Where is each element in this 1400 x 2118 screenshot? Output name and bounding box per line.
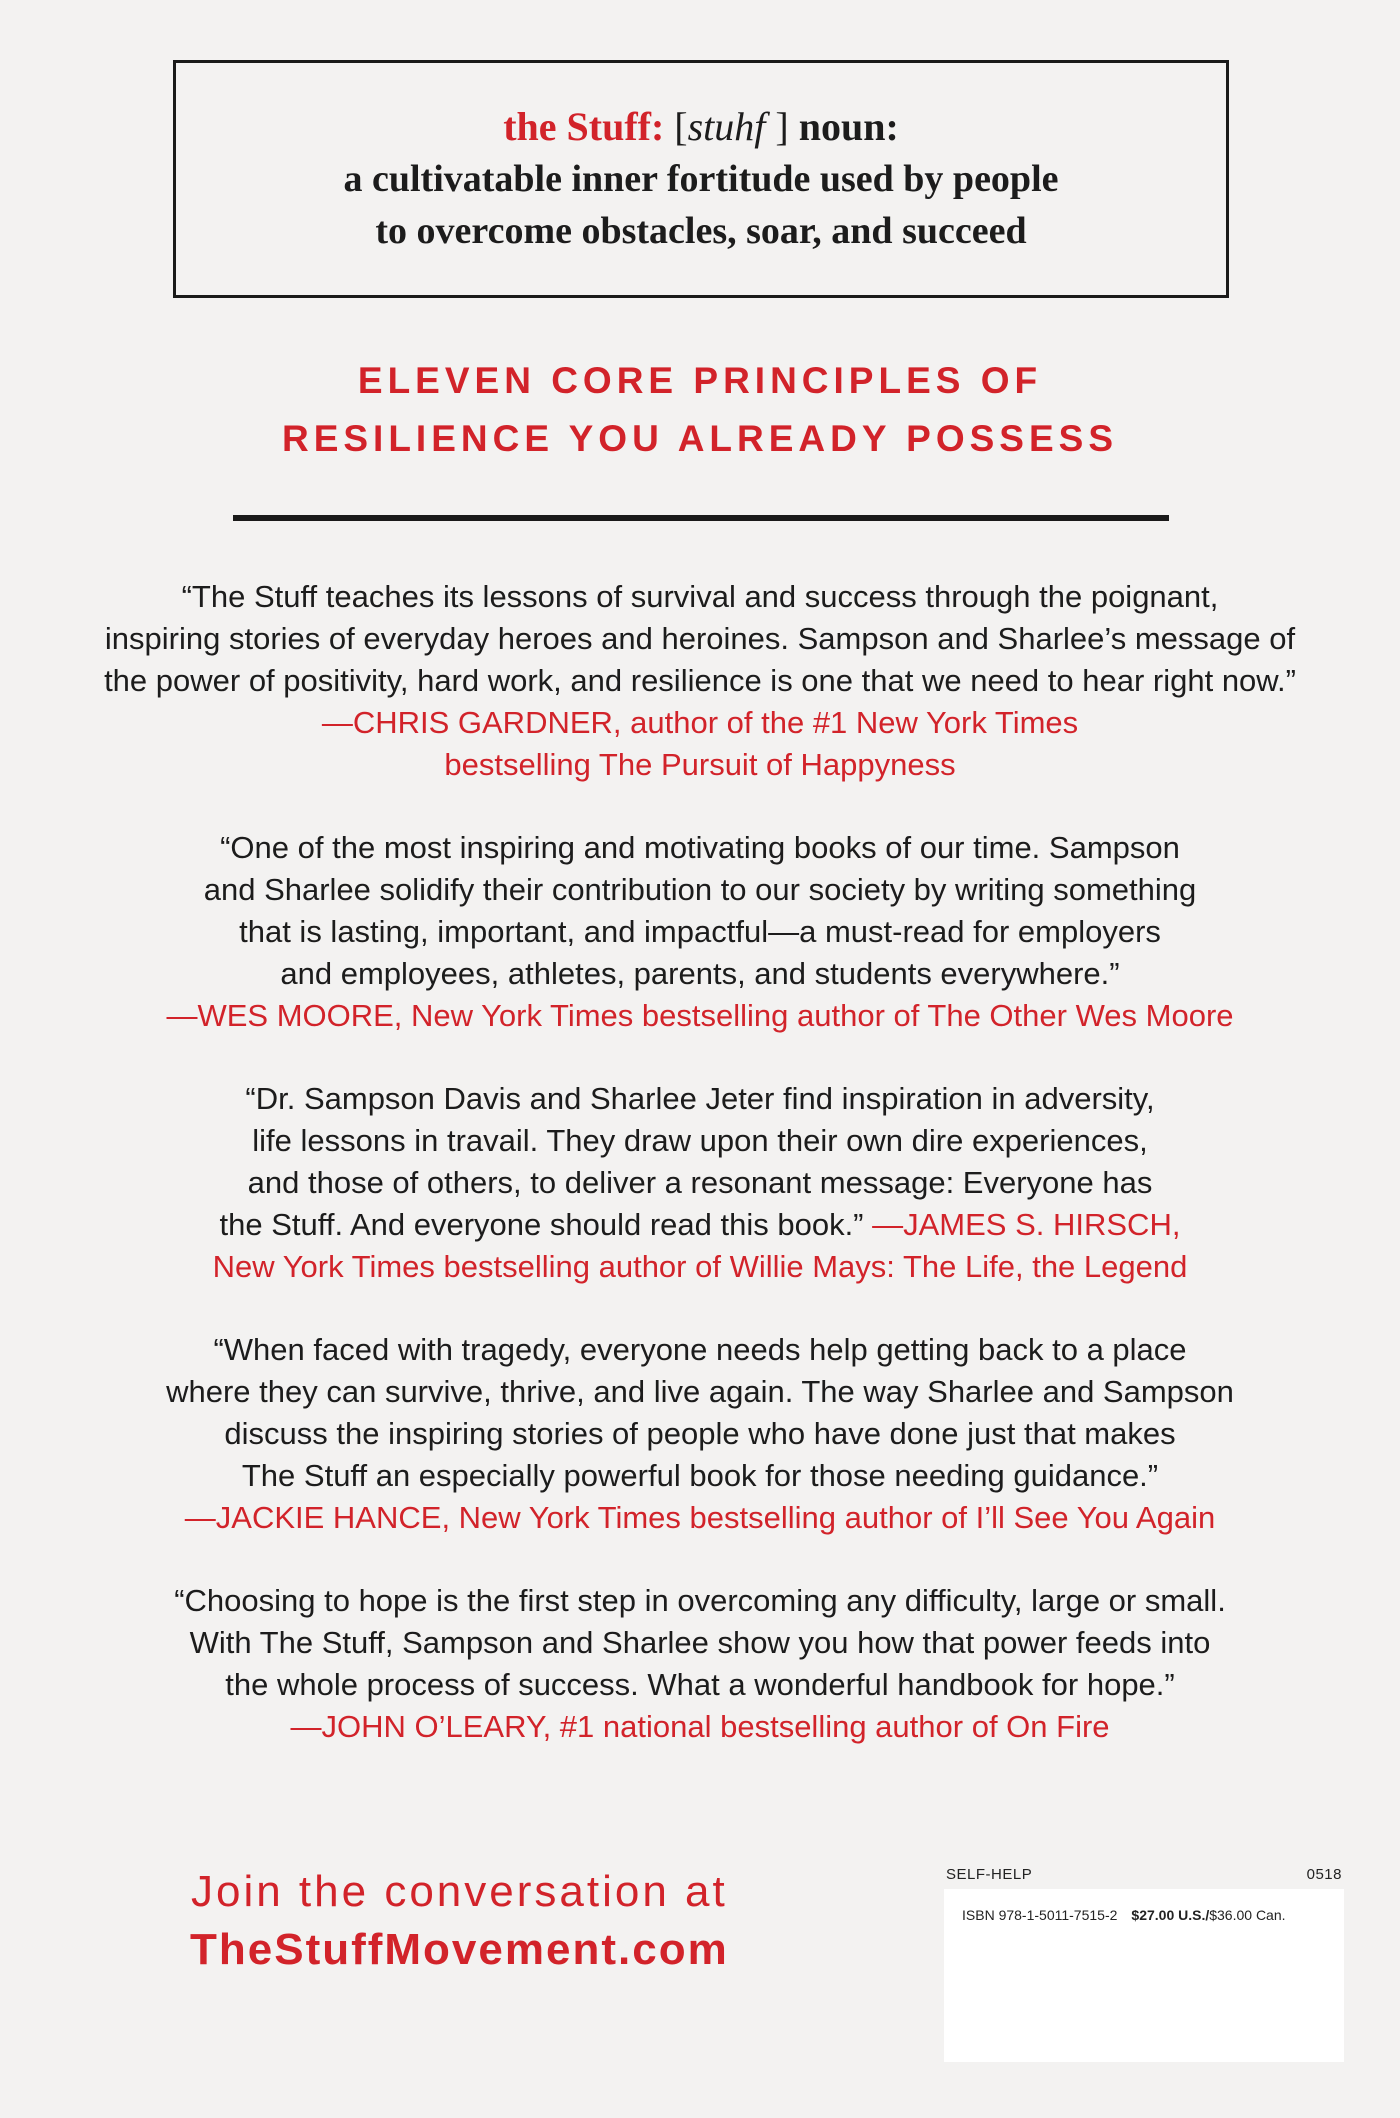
definition-line-2: a cultivatable inner fortitude used by people xyxy=(343,158,1059,200)
blurb-attribution: —JACKIE HANCE, New York Times bestselling author of I’ll See You Again xyxy=(184,1500,1216,1535)
blurb-line: “One of the most inspiring and motivating books of our time. Sampson xyxy=(220,830,1180,865)
barcode-area xyxy=(944,1862,1344,2062)
subtitle-line-1: ELEVEN CORE PRINCIPLES OF xyxy=(357,360,1043,401)
blurb-line: “Choosing to hope is the first step in overcoming any difficulty, large or small. xyxy=(174,1583,1226,1618)
blurb-moore xyxy=(50,827,1350,1037)
blurb-line: life lessons in travail. They draw upon their own dire experiences, xyxy=(252,1123,1148,1158)
blurb-line: With The Stuff, Sampson and Sharlee show you how that power feeds into xyxy=(189,1625,1211,1660)
blurb-line: “The Stuff teaches its lessons of survival and success through the poignant, xyxy=(181,579,1219,614)
definition-line-3: to overcome obstacles, soar, and succeed xyxy=(375,210,1027,252)
blurb-line: “Dr. Sampson Davis and Sharlee Jeter find inspiration in adversity, xyxy=(245,1081,1155,1116)
price-can: $36.00 Can. xyxy=(1209,1907,1286,1923)
blurb-line: The Stuff an especially powerful book for those needing guidance.” xyxy=(241,1458,1159,1493)
blurb-line: and Sharlee solidify their contribution to our society by writing something xyxy=(203,872,1197,907)
join-conversation xyxy=(190,1863,729,1979)
price-us: $27.00 U.S./ xyxy=(1131,1907,1210,1923)
join-text: Join the conversation at xyxy=(190,1867,728,1916)
blurb-attribution: New York Times bestselling author of Willie Mays: The Life, the Legend xyxy=(212,1249,1188,1284)
print-code: 0518 xyxy=(1306,1866,1342,1883)
subtitle xyxy=(0,352,1400,468)
blurb-line: the power of positivity, hard work, and resilience is one that we need to hear right now.” xyxy=(104,663,1296,698)
blurb-hirsch xyxy=(50,1078,1350,1288)
barcode-box xyxy=(944,1889,1344,2062)
blurb-line: and employees, athletes, parents, and students everywhere.” xyxy=(280,956,1120,991)
blurb-line: the Stuff. And everyone should read this book.” —JAMES S. HIRSCH, xyxy=(219,1207,1181,1242)
blurb-attribution: —JOHN O’LEARY, #1 national bestselling author of On Fire xyxy=(290,1709,1110,1744)
blurb-gardner xyxy=(50,576,1350,786)
definition-headword xyxy=(176,101,1226,153)
divider-rule xyxy=(233,515,1169,521)
blurb-hance xyxy=(50,1329,1350,1539)
blurb-line: “When faced with tragedy, everyone needs help getting back to a place xyxy=(213,1332,1187,1367)
category-label: SELF-HELP xyxy=(946,1866,1033,1883)
blurb-attribution: bestselling The Pursuit of Happyness xyxy=(444,747,956,782)
definition-pronunciation: [stuhf ] xyxy=(674,104,789,149)
category-row xyxy=(944,1862,1344,1887)
blurb-line: inspiring stories of everyday heroes and heroines. Sampson and Sharlee’s message of xyxy=(104,621,1296,656)
definition-term: the Stuff: xyxy=(503,104,665,149)
blurb-attribution: —WES MOORE, New York Times bestselling author of The Other Wes Moore xyxy=(166,998,1234,1033)
definition-part-of-speech: noun: xyxy=(798,104,899,149)
blurb-line: discuss the inspiring stories of people who have done just that makes xyxy=(224,1416,1176,1451)
blurb-line: and those of others, to deliver a resonant message: Everyone has xyxy=(247,1165,1153,1200)
blurb-line: that is lasting, important, and impactful—a must-read for employers xyxy=(239,914,1161,949)
subtitle-line-2: RESILIENCE YOU ALREADY POSSESS xyxy=(281,418,1119,459)
blurb-line: where they can survive, thrive, and live again. The way Sharlee and Sampson xyxy=(166,1374,1234,1409)
blurb-attribution-inline: —JAMES S. HIRSCH, xyxy=(863,1207,1181,1242)
website-link[interactable]: TheStuffMovement.com xyxy=(190,1925,729,1974)
blurb-line: the whole process of success. What a wonderful handbook for hope.” xyxy=(225,1667,1175,1702)
blurb-attribution: —CHRIS GARDNER, author of the #1 New York Times xyxy=(321,705,1079,740)
definition-box xyxy=(173,60,1229,298)
isbn: ISBN 978-1-5011-7515-2 xyxy=(962,1907,1118,1923)
blurb-oleary xyxy=(50,1580,1350,1748)
